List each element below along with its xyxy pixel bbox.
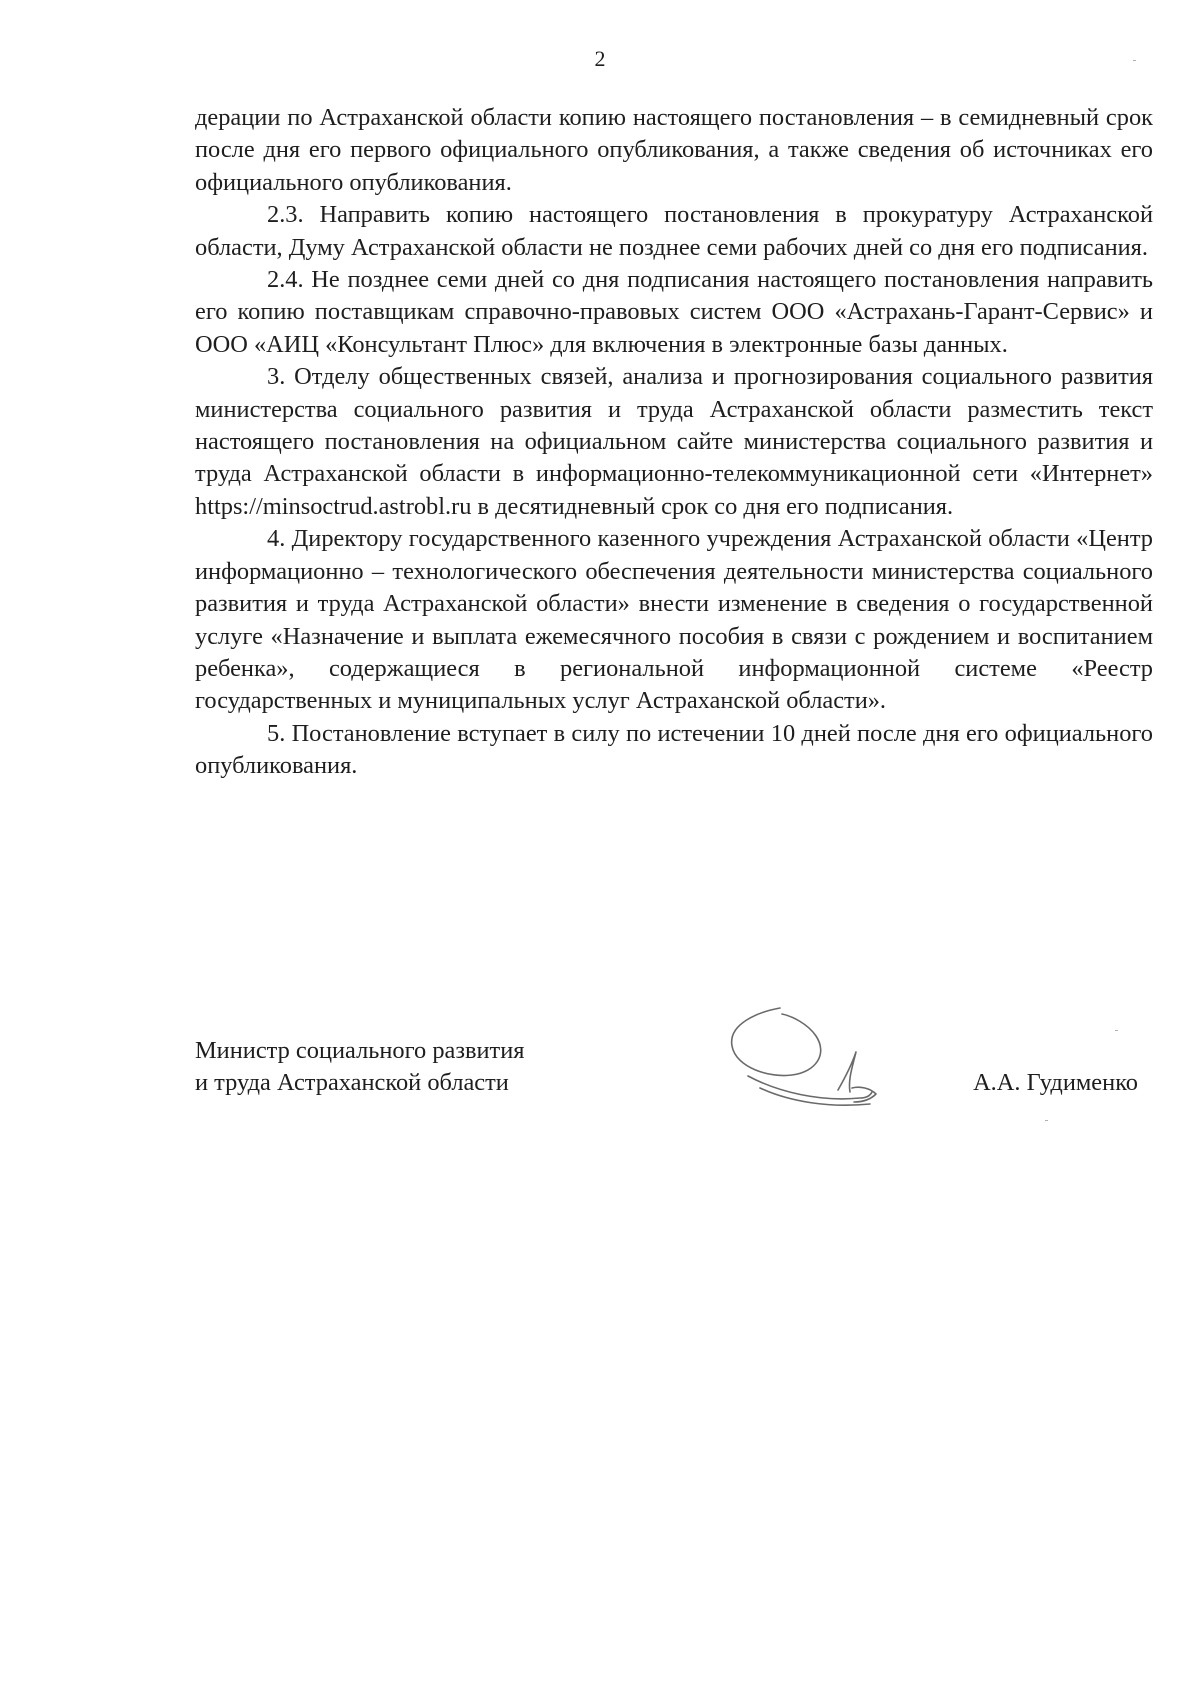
paragraph-5: 5. Постановление вступает в силу по истечении 10 дней после дня его официального опубликования. (195, 719, 1153, 780)
signature-block (195, 1035, 1153, 1155)
signer-title (195, 1035, 615, 1100)
scan-speck (1115, 1030, 1118, 1031)
signer-title-line-1: Министр социального развития (195, 1037, 525, 1064)
signer-title-line-2: и труда Астраханской области (195, 1069, 509, 1097)
scan-speck (1045, 1120, 1048, 1121)
document-body (195, 102, 1153, 783)
signer-name: А.А. Гудименко (973, 1069, 1138, 1096)
paragraph-4: 4. Директору государственного казенного учреждения Астраханской области «Центр информационно – технологического обеспечения деятельности министерства социального развития и труда Астраханской области» внести изменение в сведения о государственной услуге «Назначение и выплата ежемесячного пособия в связи с рождением и воспитанием ребенка», содержащиеся в региональной информационной системе «Реестр государственных и муниципальных услуг Астраханской области». (195, 525, 1153, 715)
paragraph-2-3: 2.3. Направить копию настоящего постановления в прокуратуру Астраханской области, Думу Астраханской области не позднее семи рабочих дней со дня его подписания. (195, 201, 1153, 261)
scan-speck (1133, 60, 1136, 61)
paragraph-3: 3. Отделу общественных связей, анализа и прогнозирования социального развития министерства социального развития и труда Астраханской области разместить текст настоящего постановления на официальном сайте министерства социального развития и труда Астраханской области в информационно-телекоммуникационной сети «Интернет» https://minsoctrud.astrobl.ru в десятидневный срок со дня его подписания. (195, 363, 1153, 520)
paragraph-2-4: 2.4. Не позднее семи дней со дня подписания настоящего постановления направить его копию поставщикам справочно-правовых систем ООО «Астрахань-Гарант-Сервис» и ООО «АИЦ «Консультант Плюс» для включения в электронные базы данных. (195, 266, 1153, 358)
page-number: 2 (594, 46, 606, 71)
paragraph-continuation: дерации по Астраханской области копию настоящего постановления – в семидневный срок после дня его первого официального опубликования, а также сведения об источниках его официального опубликования. (195, 104, 1153, 196)
handwritten-signature-icon (720, 980, 895, 1120)
